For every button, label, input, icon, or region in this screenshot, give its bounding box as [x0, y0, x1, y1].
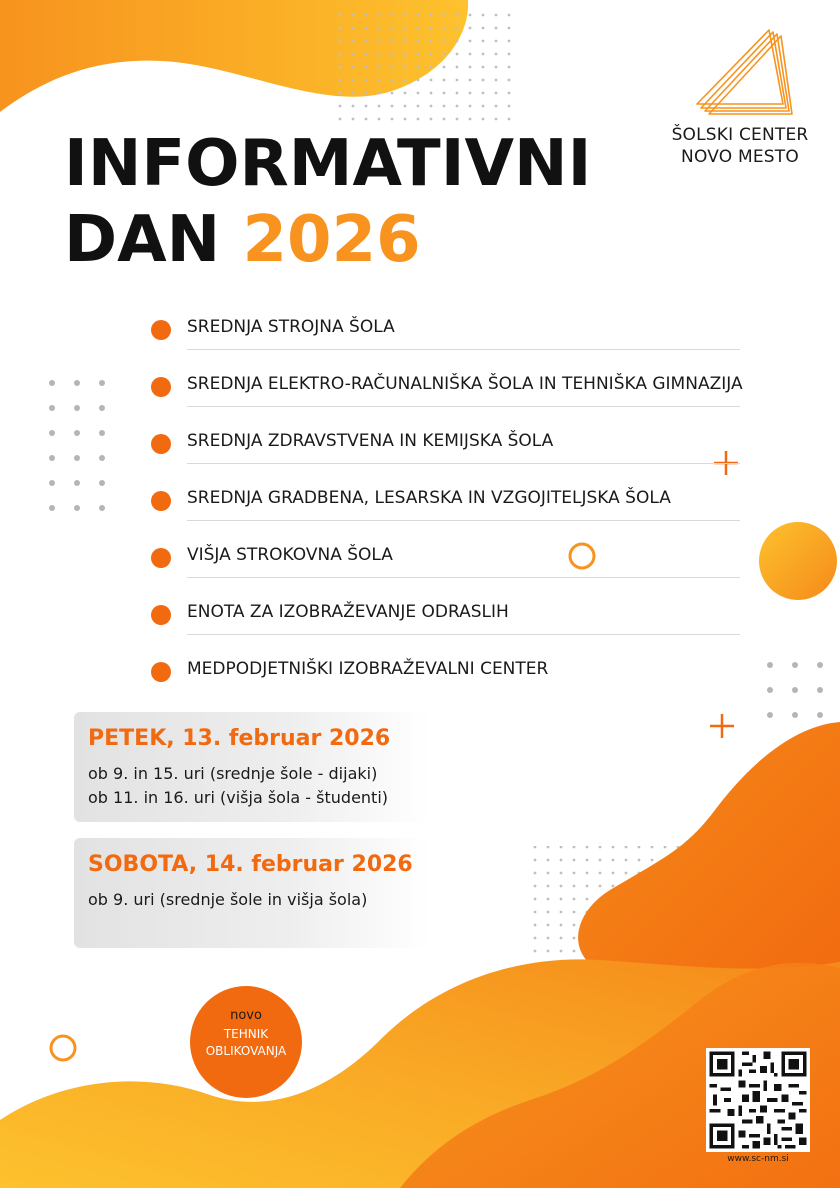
school-name: SREDNJA STROJNA ŠOLA [187, 317, 395, 337]
dots-pattern-top [330, 4, 518, 122]
school-name: ENOTA ZA IZOBRAŽEVANJE ODRASLIH [187, 602, 509, 622]
page-title [64, 126, 591, 278]
day-card-saturday [74, 838, 430, 948]
list-item [148, 536, 740, 593]
badge-label-line3: OBLIKOVANJA [205, 1044, 287, 1058]
bullet-icon [151, 434, 171, 454]
day-heading: PETEK, 13. februar 2026 [88, 726, 391, 751]
bullet-icon [151, 548, 171, 568]
divider [187, 520, 740, 521]
dots-grid-right [767, 662, 823, 718]
school-logo [660, 22, 820, 168]
logo-text-line2: NOVO MESTO [681, 147, 799, 167]
list-item [148, 650, 740, 707]
new-program-badge [190, 986, 302, 1098]
bullet-icon [151, 662, 171, 682]
day-schedule-line: ob 9. uri (srednje šole in višja šola) [88, 890, 368, 909]
solid-circle-decoration [759, 522, 837, 600]
school-name: VIŠJA STROKOVNA ŠOLA [187, 545, 393, 565]
list-item [148, 365, 743, 422]
list-item [148, 422, 740, 479]
day-schedule-line: ob 11. in 16. uri (višja šola - študenti) [88, 788, 389, 807]
bullet-icon [151, 605, 171, 625]
list-item [148, 308, 740, 365]
badge-label-line2: TEHNIK [223, 1027, 269, 1041]
divider [187, 463, 740, 464]
divider [187, 349, 740, 350]
day-card-friday [74, 712, 430, 822]
qr-code-icon[interactable] [706, 1048, 810, 1152]
dots-grid-left [49, 380, 105, 511]
logo-text-line1: ŠOLSKI CENTER [671, 125, 809, 145]
day-schedule-line: ob 9. in 15. uri (srednje šole - dijaki) [88, 764, 378, 783]
triangle-logo-icon [685, 22, 795, 118]
school-name: MEDPODJETNIŠKI IZOBRAŽEVALNI CENTER [187, 659, 549, 679]
divider [187, 634, 740, 635]
bullet-icon [151, 320, 171, 340]
bullet-icon [151, 491, 171, 511]
title-line2 [64, 202, 591, 278]
school-name: SREDNJA GRADBENA, LESARSKA IN VZGOJITELJSKA ŠOLA [187, 488, 671, 508]
list-item [148, 479, 740, 536]
school-name: SREDNJA ZDRAVSTVENA IN KEMIJSKA ŠOLA [187, 431, 554, 451]
bullet-icon [151, 377, 171, 397]
school-name: SREDNJA ELEKTRO-RAČUNALNIŠKA ŠOLA IN TEHNIŠKA GIMNAZIJA [187, 374, 743, 394]
divider [187, 406, 740, 407]
title-line1: INFORMATIVNI [64, 127, 592, 201]
ring-decoration-2 [51, 1036, 75, 1060]
divider [187, 577, 740, 578]
title-word-dan: DAN [64, 203, 221, 277]
badge-label-new: novo [230, 1008, 262, 1023]
day-heading: SOBOTA, 14. februar 2026 [88, 852, 413, 877]
list-item [148, 593, 740, 650]
school-list [148, 308, 743, 707]
plus-decoration-2 [710, 714, 734, 738]
title-year: 2026 [242, 203, 421, 277]
website-link[interactable]: www.sc-nm.si [727, 1154, 789, 1164]
